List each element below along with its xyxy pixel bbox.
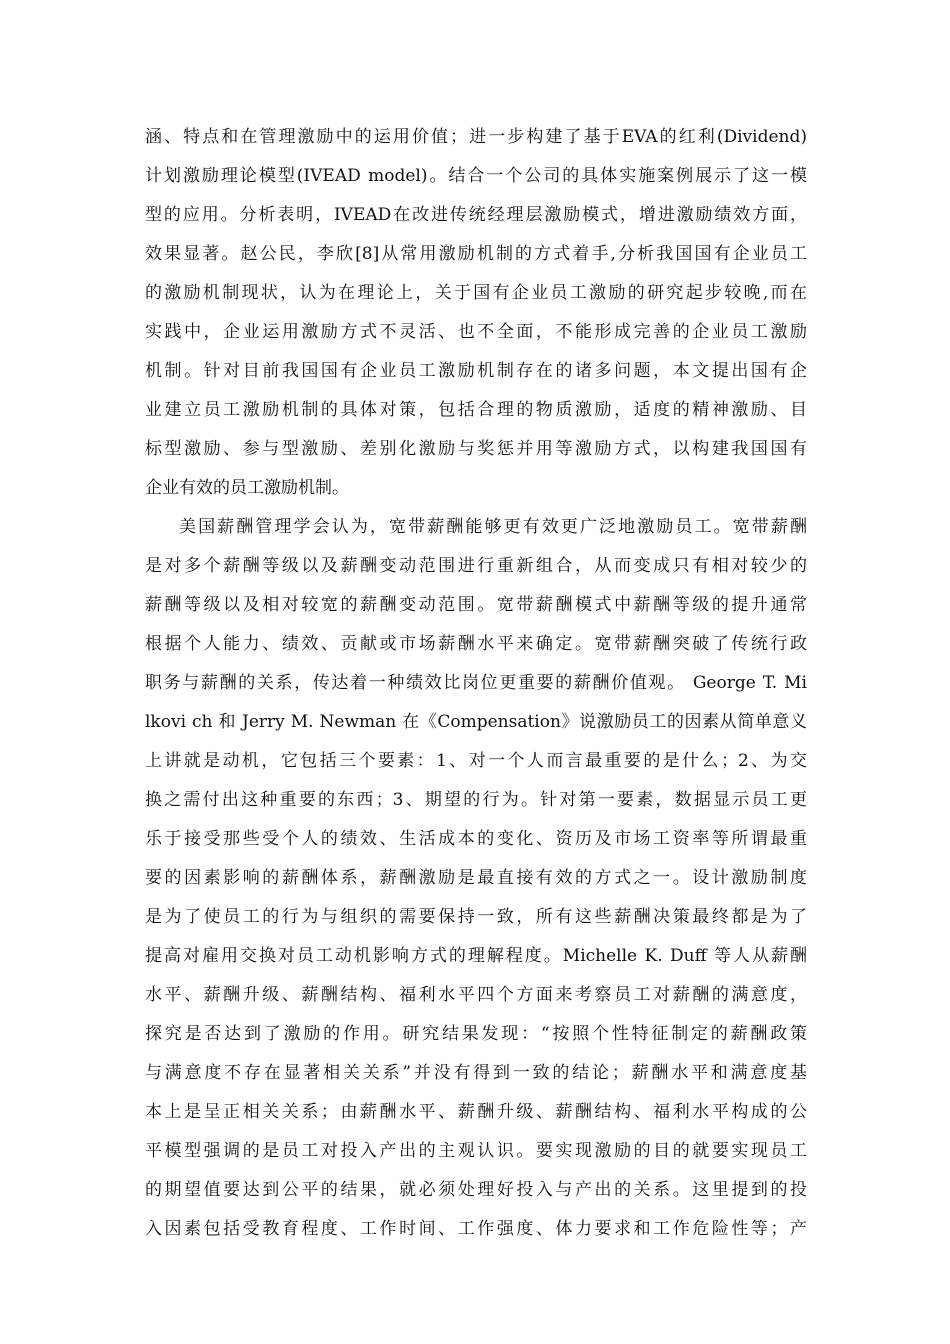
text-line: 机制。针对目前我国国有企业员工激励机制存在的诸多问题，本文提出国有企 [145,361,807,381]
text-line: 是为了使员工的行为与组织的需要保持一致，所有这些薪酬决策最终都是为了 [145,907,807,927]
text-line: 职务与薪酬的关系，传达着一种绩效比岗位更重要的薪酬价值观。 George T. Mi [145,673,807,693]
text-line: 平模型强调的是员工对投入产出的主观认识。要实现激励的目的就要实现员工 [145,1141,807,1161]
paragraph-1 [145,118,807,508]
text-line: 水平、薪酬升级、薪酬结构、福利水平四个方面来考察员工对薪酬的满意度， [145,985,807,1005]
text-line: 探究是否达到了激励的作用。研究结果发现：“按照个性特征制定的薪酬政策 [145,1024,807,1044]
text-line: 是对多个薪酬等级以及薪酬变动范围进行重新组合，从而变成只有相对较少的 [145,556,807,576]
text-line: 根据个人能力、绩效、贡献或市场薪酬水平来确定。宽带薪酬突破了传统行政 [145,634,807,654]
text-line: 美国薪酬管理学会认为，宽带薪酬能够更有效更广泛地激励员工。宽带薪酬 [179,517,807,537]
text-line: 企业有效的员工激励机制。 [145,478,349,498]
text-line: 型的应用。分析表明，IVEAD在改进传统经理层激励模式，增进激励绩效方面， [145,205,807,225]
text-line: 入因素包括受教育程度、工作时间、工作强度、体力要求和工作危险性等；产 [145,1219,807,1239]
text-line: 的期望值要达到公平的结果，就必须处理好投入与产出的关系。这里提到的投 [145,1180,807,1200]
text-line: 要的因素影响的薪酬体系，薪酬激励是最直接有效的方式之一。设计激励制度 [145,868,807,888]
text-line: 实践中，企业运用激励方式不灵活、也不全面，不能形成完善的企业员工激励 [145,322,807,342]
text-line: 乐于接受那些受个人的绩效、生活成本的变化、资历及市场工资率等所谓最重 [145,829,807,849]
text-line: 与满意度不存在显著相关关系”并没有得到一致的结论；薪酬水平和满意度基 [145,1063,807,1083]
paragraph-2 [145,508,807,1249]
text-line: 本上是呈正相关关系；由薪酬水平、薪酬升级、薪酬结构、福利水平构成的公 [145,1102,807,1122]
text-line: 薪酬等级以及相对较宽的薪酬变动范围。宽带薪酬模式中薪酬等级的提升通常 [145,595,807,615]
text-line: 提高对雇用交换对员工动机影响方式的理解程度。Michelle K. Duff 等人从薪酬 [145,946,807,966]
body-text [145,118,807,1249]
text-line: 业建立员工激励机制的具体对策，包括合理的物质激励，适度的精神激励、目 [145,400,807,420]
text-line: 计划激励理论模型(IVEAD model)。结合一个公司的具体实施案例展示了这一模 [145,166,807,186]
text-line: 标型激励、参与型激励、差别化激励与奖惩并用等激励方式，以构建我国国有 [145,439,807,459]
text-line: 的激励机制现状，认为在理论上，关于国有企业员工激励的研究起步较晚,而在 [145,283,807,303]
text-line: 涵、特点和在管理激励中的运用价值；进一步构建了基于EVA的红利(Dividend) [145,127,807,147]
text-line: 换之需付出这种重要的东西；3、期望的行为。针对第一要素，数据显示员工更 [145,790,807,810]
text-line: lkovi ch 和 Jerry M. Newman 在《Compensation》说激励员工的因素从简单意义 [145,712,807,732]
text-line: 上讲就是动机，它包括三个要素：1、对一个人而言最重要的是什么；2、为交 [145,751,807,771]
text-line: 效果显著。赵公民，李欣[8]从常用激励机制的方式着手,分析我国国有企业员工 [145,244,807,264]
